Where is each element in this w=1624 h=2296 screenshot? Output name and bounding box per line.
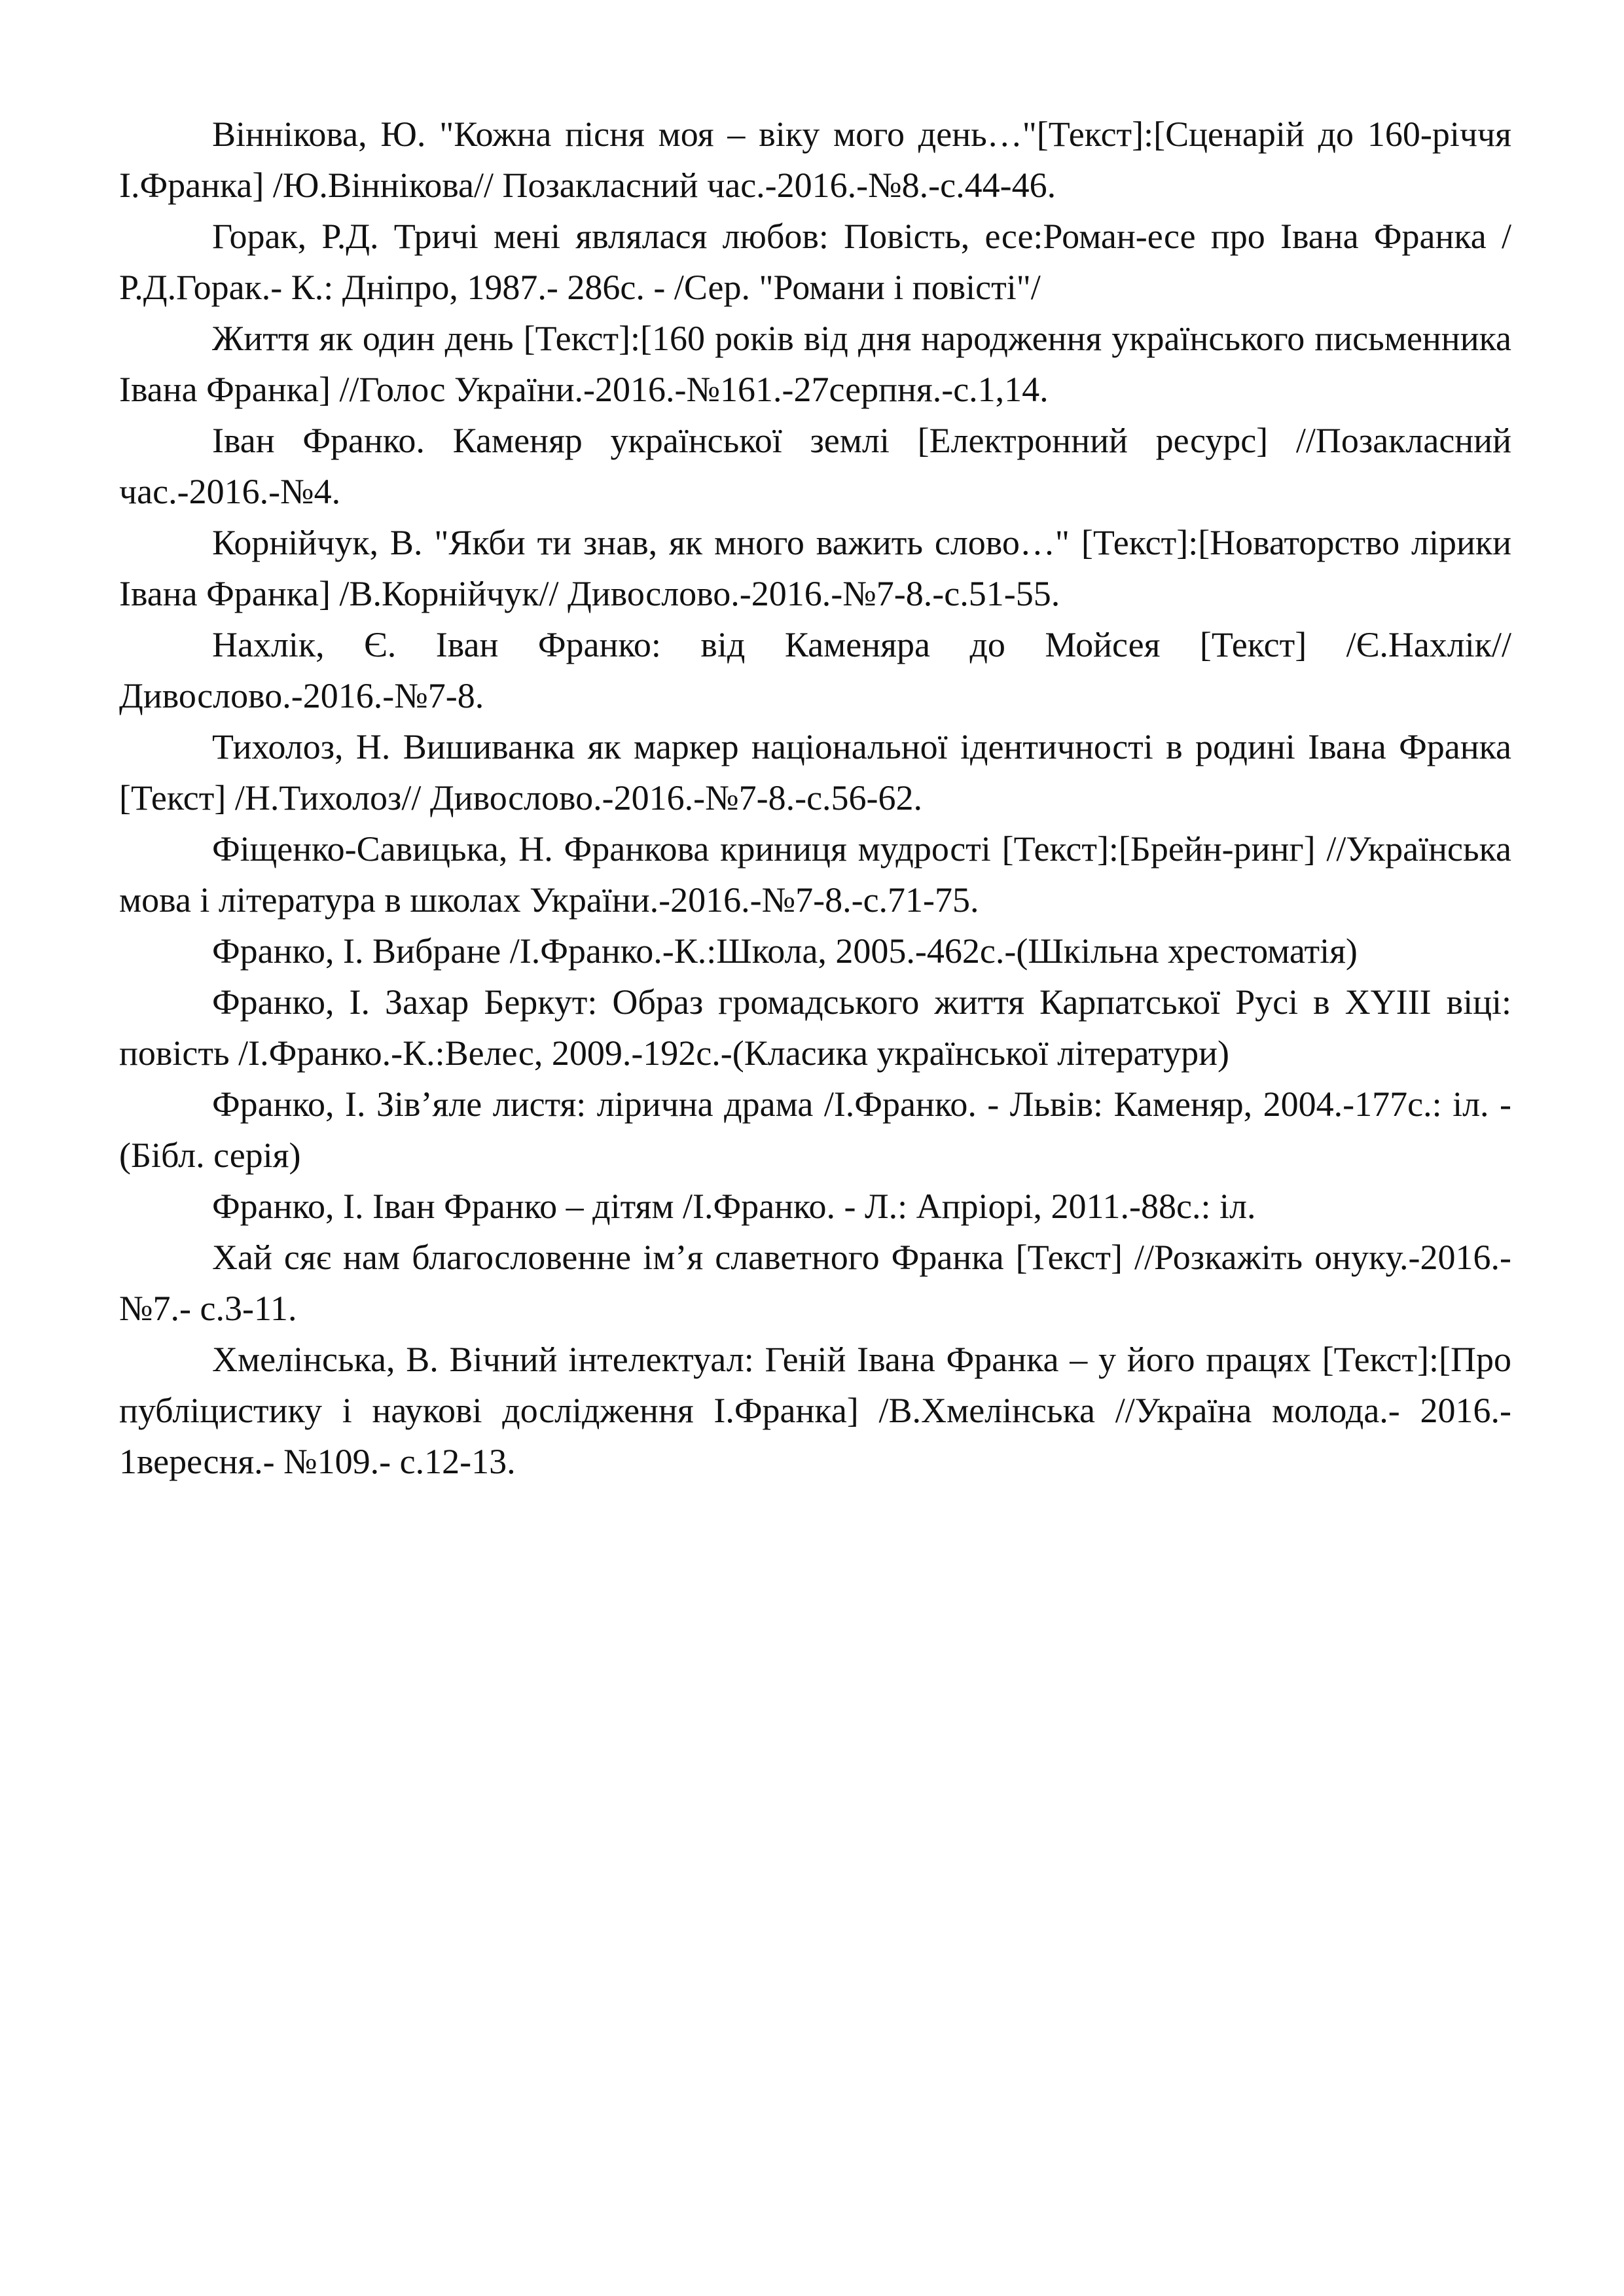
bibliography-entry: Віннікова, Ю. "Кожна пісня моя – віку мого день…"[Текст]:[Сценарій до 160-річчя І.Франка] /Ю.Віннікова// Позакласний час.-2016.-№8.-с.44-46. <box>119 115 1511 205</box>
bibliography-list <box>119 109 1511 1487</box>
bibliography-entry: Франко, І. Зів’яле листя: лірична драма /І.Франко. - Львів: Каменяр, 2004.-177с.: іл. -(Бібл. серія) <box>119 1085 1511 1175</box>
bibliography-entry: Горак, Р.Д. Тричі мені являлася любов: Повість, есе:Роман-есе про Івана Франка /Р.Д.Горак.- К.: Дніпро, 1987.- 286с. - /Сер. "Романи і повісті"/ <box>119 217 1511 307</box>
bibliography-entry: Корнійчук, В. "Якби ти знав, як много важить слово…" [Текст]:[Новаторство лірики Івана Франка] /В.Корнійчук// Дивослово.-2016.-№7-8.-с.51-55. <box>119 523 1511 613</box>
bibliography-entry: Нахлік, Є. Іван Франко: від Каменяра до Мойсея [Текст] /Є.Нахлік// Дивослово.-2016.-№7-8. <box>119 625 1511 715</box>
bibliography-entry: Життя як один день [Текст]:[160 років від дня народження українського письменника Івана Франка] //Голос України.-2016.-№161.-27серпня.-с.1,14. <box>119 319 1511 409</box>
bibliography-entry: Іван Франко. Каменяр української землі [Електронний ресурс] //Позакласний час.-2016.-№4. <box>119 421 1511 511</box>
bibliography-entry: Франко, І. Іван Франко – дітям /І.Франко. - Л.: Апріорі, 2011.-88с.: іл. <box>212 1187 1256 1226</box>
bibliography-entry: Хмелінська, В. Вічний інтелектуал: Геній Івана Франка – у його працях [Текст]:[Про публіцистику і наукові дослідження І.Франка] /В.Хмелінська //Україна молода.- 2016.- 1вересня.- №109.- с.12-13. <box>119 1340 1511 1481</box>
bibliography-entry: Хай сяє нам благословенне ім’я славетного Франка [Текст] //Розкажіть онуку.-2016.-№7.- с.3-11. <box>119 1238 1511 1328</box>
bibliography-entry: Фіщенко-Савицька, Н. Франкова криниця мудрості [Текст]:[Брейн-ринг] //Українська мова і література в школах України.-2016.-№7-8.-с.71-75. <box>119 829 1511 920</box>
bibliography-entry: Франко, І. Захар Беркут: Образ громадського життя Карпатської Русі в XYIII віці: повість /І.Франко.-К.:Велес, 2009.-192с.-(Класика української літератури) <box>119 982 1511 1073</box>
bibliography-entry: Франко, І. Вибране /І.Франко.-К.:Школа, 2005.-462с.-(Шкільна хрестоматія) <box>212 931 1358 971</box>
bibliography-entry: Тихолоз, Н. Вишиванка як маркер національної ідентичності в родині Івана Франка [Текст] /Н.Тихолоз// Дивослово.-2016.-№7-8.-с.56-62. <box>119 727 1511 817</box>
